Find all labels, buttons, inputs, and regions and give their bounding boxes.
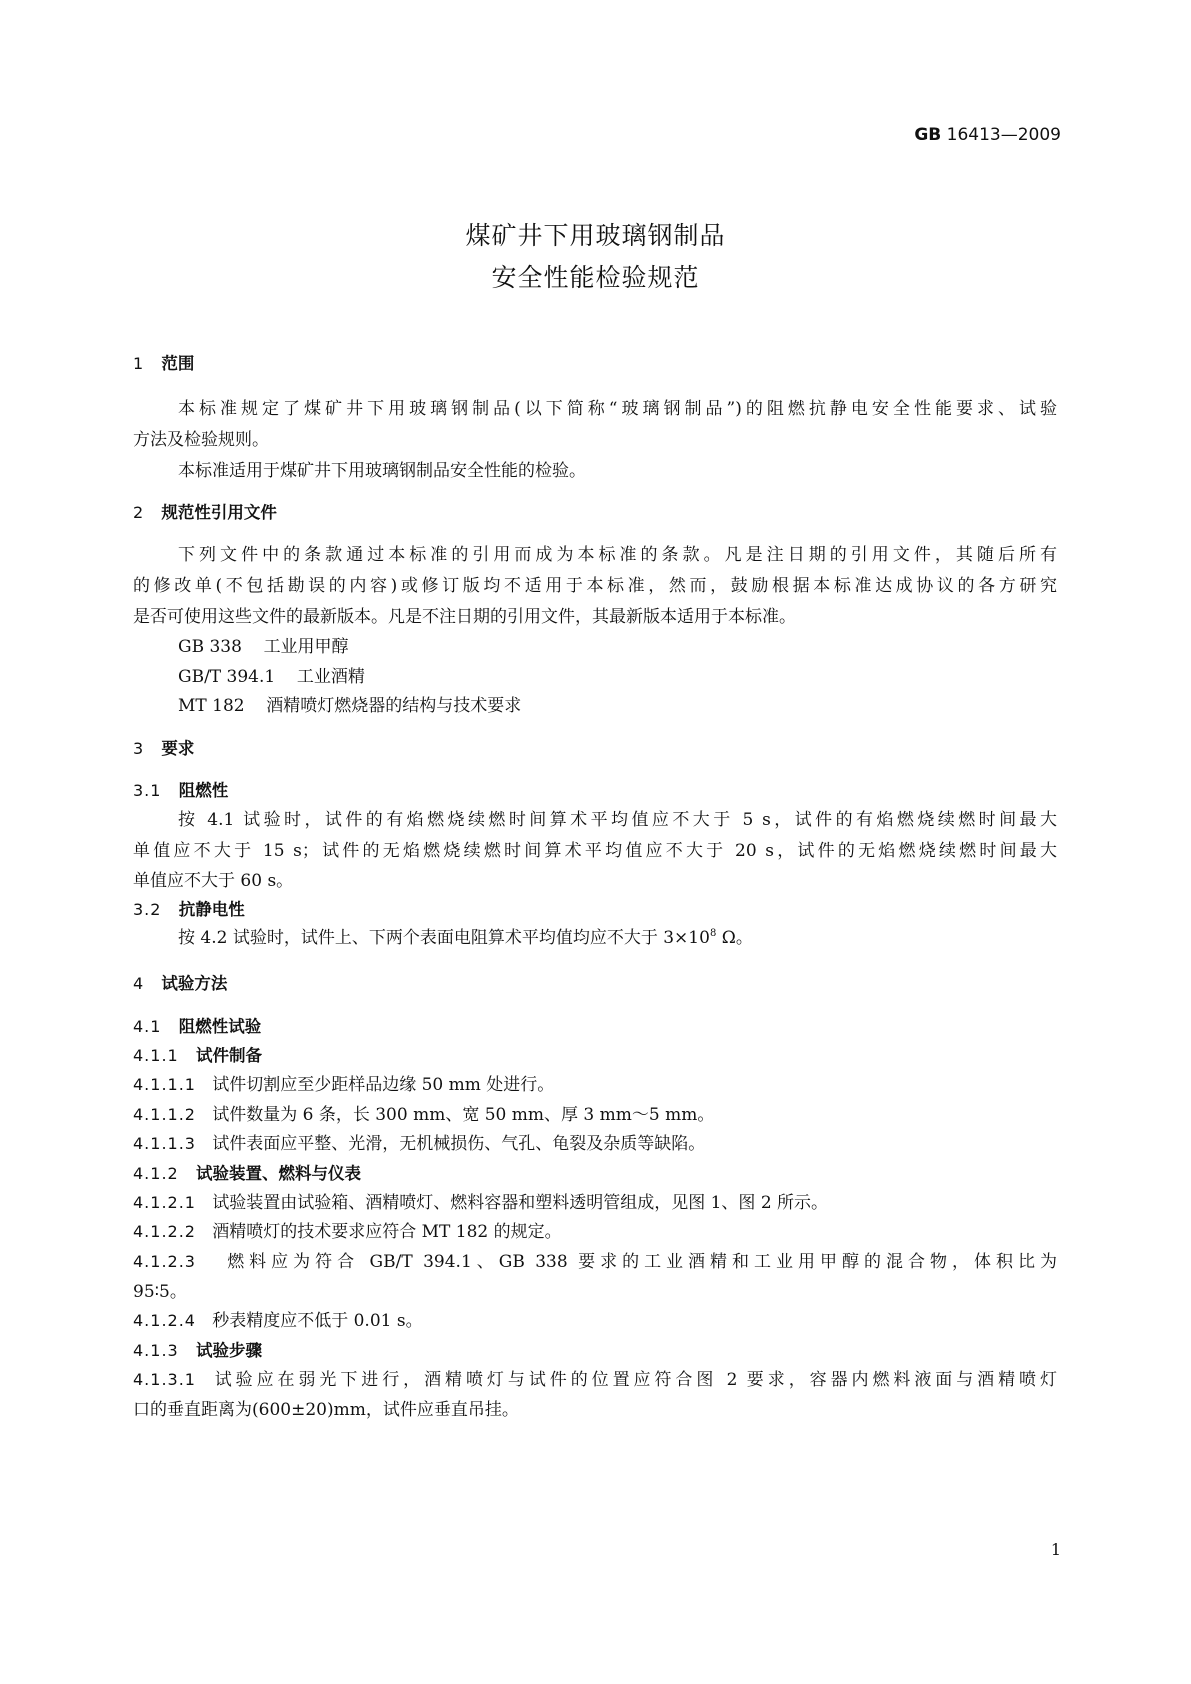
- reference-code: MT 182: [178, 696, 245, 716]
- clause-item: [133, 1103, 714, 1127]
- subsection-title: 试验装置、燃料与仪表: [195, 1164, 361, 1183]
- clause-number: 4.1.2.1: [133, 1193, 196, 1212]
- paragraph-line: 单值应不大于 60 s。: [133, 871, 294, 891]
- document-title-line-1: 煤矿井下用玻璃钢制品: [465, 221, 726, 250]
- clause-text: 试验装置由试验箱、酒精喷灯、燃料容器和塑料透明管组成，见图 1、图 2 所示。: [212, 1193, 829, 1213]
- subsection-4-1-1-heading: [133, 1044, 262, 1068]
- clause-item: [133, 1220, 562, 1244]
- clause-text: 试件切割应至少距样品边缘 50 mm 处进行。: [212, 1075, 555, 1095]
- clause-text: 秒表精度应不低于 0.01 s。: [212, 1311, 423, 1331]
- clause-item: [133, 1191, 828, 1215]
- clause-number: 4.1.1.1: [133, 1075, 196, 1094]
- paragraph-text: Ω。: [716, 928, 753, 948]
- reference-item: [178, 635, 349, 659]
- paragraph-line: 按 4.1 试验时，试件的有焰燃烧续燃时间算术平均值应不大于 5 s，试件的有焰燃烧续燃时间最大: [178, 810, 1057, 830]
- subsection-title: 抗静电性: [178, 900, 245, 919]
- section-title: 要求: [161, 739, 195, 758]
- standard-code: [914, 125, 1061, 145]
- clause-item: [133, 1132, 705, 1156]
- paragraph-line: 是否可使用这些文件的最新版本。凡是不注日期的引用文件，其最新版本适用于本标准。: [133, 607, 796, 627]
- subsection-3-2-heading: [133, 898, 245, 922]
- subsection-title: 阻燃性试验: [178, 1017, 262, 1036]
- paragraph-line: 单值应不大于 15 s；试件的无焰燃烧续燃时间算术平均值应不大于 20 s，试件的无焰燃烧续燃时间最大: [133, 841, 1057, 861]
- subsection-number: 4.1: [133, 1017, 162, 1036]
- section-title: 试验方法: [161, 974, 228, 993]
- section-title: 范围: [161, 354, 195, 373]
- section-3-heading: [133, 737, 194, 761]
- clause-text: 酒精喷灯的技术要求应符合 MT 182 的规定。: [212, 1222, 562, 1242]
- clause-continuation: 口的垂直距离为(600±20)mm，试件应垂直吊挂。: [133, 1400, 519, 1420]
- reference-item: [178, 694, 521, 718]
- clause-number: 4.1.2.2: [133, 1222, 196, 1241]
- document-title-line-2: 安全性能检验规范: [491, 263, 700, 292]
- section-2-heading: [133, 501, 277, 525]
- paragraph-line: 下列文件中的条款通过本标准的引用而成为本标准的条款。凡是注日期的引用文件，其随后所有: [178, 545, 1057, 565]
- page-number: 1: [1050, 1540, 1061, 1559]
- subsection-3-1-heading: [133, 779, 228, 803]
- clause-item: [133, 1073, 554, 1097]
- clause-number: 4.1.1.3: [133, 1134, 196, 1153]
- subsection-4-1-3-heading: [133, 1339, 262, 1363]
- section-1-heading: [133, 352, 194, 376]
- reference-item: [178, 665, 365, 689]
- section-number: 4: [133, 974, 145, 993]
- subsection-title: 试验步骤: [195, 1341, 262, 1360]
- section-4-heading: [133, 972, 227, 996]
- clause-item: [133, 1250, 1057, 1274]
- clause-continuation: 95∶5。: [133, 1282, 187, 1302]
- clause-number: 4.1.2.3: [133, 1252, 196, 1271]
- paragraph-text: 按 4.2 试验时，试件上、下两个表面电阻算术平均值均应不大于 3×10: [178, 928, 710, 948]
- reference-name: 工业用甲醇: [263, 637, 349, 657]
- clause-number: 4.1.3.1: [133, 1370, 196, 1389]
- section-title: 规范性引用文件: [161, 503, 277, 522]
- subsection-title: 阻燃性: [178, 781, 229, 800]
- paragraph-line: [178, 926, 753, 950]
- paragraph-line: 的修改单(不包括勘误的内容)或修订版均不适用于本标准，然而，鼓励根据本标准达成协议的各方研究: [133, 576, 1057, 596]
- reference-name: 酒精喷灯燃烧器的结构与技术要求: [266, 696, 522, 716]
- clause-text: 试验应在弱光下进行，酒精喷灯与试件的位置应符合图 2 要求，容器内燃料液面与酒精喷灯: [214, 1370, 1058, 1390]
- exponent: 8: [709, 928, 717, 939]
- subsection-4-1-heading: [133, 1015, 261, 1039]
- reference-code: GB 338: [178, 637, 242, 657]
- subsection-number: 4.1.2: [133, 1164, 179, 1183]
- subsection-number: 3.1: [133, 781, 162, 800]
- subsection-number: 4.1.3: [133, 1341, 179, 1360]
- reference-name: 工业酒精: [296, 667, 365, 687]
- standard-code-prefix: GB: [914, 125, 942, 145]
- clause-item: [133, 1309, 423, 1333]
- subsection-title: 试件制备: [195, 1046, 262, 1065]
- section-number: 2: [133, 503, 145, 522]
- paragraph-line: 方法及检验规则。: [133, 430, 269, 450]
- subsection-number: 4.1.1: [133, 1046, 179, 1065]
- clause-number: 4.1.2.4: [133, 1311, 196, 1330]
- reference-code: GB/T 394.1: [178, 667, 276, 687]
- clause-item: [133, 1368, 1057, 1392]
- standard-code-number: 16413—2009: [946, 125, 1061, 145]
- subsection-number: 3.2: [133, 900, 162, 919]
- clause-text: 燃料应为符合 GB/T 394.1、GB 338 要求的工业酒精和工业用甲醇的混合物，体积比为: [227, 1252, 1057, 1272]
- section-number: 1: [133, 354, 145, 373]
- section-number: 3: [133, 739, 145, 758]
- clause-text: 试件数量为 6 条，长 300 mm、宽 50 mm、厚 3 mm～5 mm。: [212, 1105, 715, 1125]
- paragraph-line: 本标准规定了煤矿井下用玻璃钢制品(以下简称“玻璃钢制品”)的阻燃抗静电安全性能要求、试验: [178, 399, 1057, 419]
- subsection-4-1-2-heading: [133, 1162, 361, 1186]
- clause-number: 4.1.1.2: [133, 1105, 196, 1124]
- clause-text: 试件表面应平整、光滑，无机械损伤、气孔、龟裂及杂质等缺陷。: [212, 1134, 706, 1154]
- paragraph-line: 本标准适用于煤矿井下用玻璃钢制品安全性能的检验。: [178, 461, 586, 481]
